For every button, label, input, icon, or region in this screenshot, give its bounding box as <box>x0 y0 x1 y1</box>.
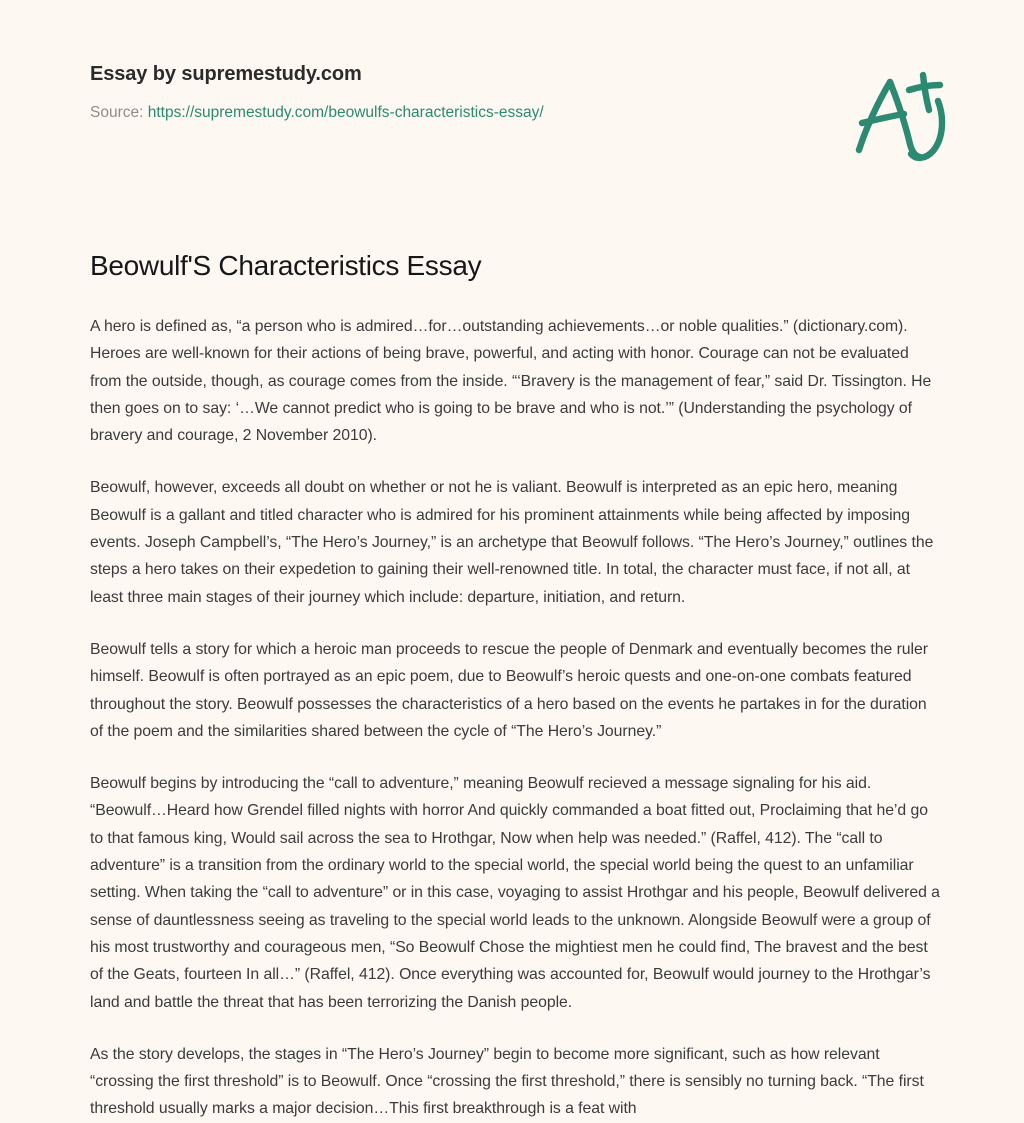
a-plus-logo-icon <box>848 66 952 170</box>
source-label: Source: <box>90 104 148 121</box>
paragraph: Beowulf begins by introducing the “call to adventure,” meaning Beowulf recieved a message signaling for his aid. “Beowulf…Heard how Grendel filled nights with horror And quickly commanded a boat fitted out, Proclaiming that he’d go to that famous king, Would sail across the sea to Hrothgar, Now when help was needed.” (Raffel, 412). The “call to adventure” is a transition from the ordinary world to the special world, the special world being the quest to an unfamiliar setting. When taking the “call to adventure” or in this case, voyaging to assist Hrothgar and his people, Beowulf delivered a sense of dauntlessness seeing as traveling to the special world leads to the unknown. Alongside Beowulf were a group of his most trustworthy and courageous men, “So Beowulf Chose the mightiest men he could find, The bravest and the best of the Geats, fourteen In all…” (Raffel, 412). Once everything was accounted for, Beowulf would journey to the Hrothgar’s land and battle the threat that has been terrorizing the Danish people. <box>90 775 940 1011</box>
page-header <box>90 62 790 123</box>
paragraph: As the story develops, the stages in “The Hero’s Journey” begin to become more significant, such as how relevant “crossing the first threshold” is to Beowulf. Once “crossing the first threshold,” there is sensibly no turning back. “The first threshold usually marks a major decision…This first breakthrough is a feat with <box>90 1045 924 1118</box>
source-row <box>90 103 790 123</box>
paragraph: Beowulf, however, exceeds all doubt on whether or not he is valiant. Beowulf is interpreted as an epic hero, meaning Beowulf is a gallant and titled character who is admired for his prominent attainments while being affected by imposing events. Joseph Campbell’s, “The Hero’s Journey,” is an archetype that Beowulf follows. “The Hero’s Journey,” outlines the steps a hero takes on their expedetion to gaining their well-renowned title. In total, the character must face, if not all, at least three main stages of their journey which include: departure, initiation, and return. <box>90 479 934 606</box>
article-body <box>90 313 942 1123</box>
paragraph: Beowulf tells a story for which a heroic man proceeds to rescue the people of Denmark and eventually becomes the ruler himself. Beowulf is often portrayed as an epic poem, due to Beowulf’s heroic quests and one-on-one combats featured throughout the story. Beowulf possesses the characteristics of a hero based on the events he partakes in for the duration of the poem and the similarities shared between the cycle of “The Hero’s Journey.” <box>90 640 928 740</box>
source-link[interactable]: https://supremestudy.com/beowulfs-characteristics-essay/ <box>147 104 544 121</box>
byline: Essay by supremestudy.com <box>90 63 362 85</box>
paragraph: A hero is defined as, “a person who is admired…for…outstanding achievements…or noble qualities.” (dictionary.com). Heroes are well-known for their actions of being brave, powerful, and acting with honor. Courage can not be evaluated from the outside, though, as courage comes from the inside. “‘Bravery is the management of fear,” said Dr. Tissington. He then goes on to say: ‘…We cannot predict who is going to be brave and who is not.’” (Understanding the psychology of bravery and courage, 2 November 2010). <box>90 318 932 445</box>
page-title: Beowulf'S Characteristics Essay <box>90 250 482 281</box>
a-plus-logo <box>848 66 952 170</box>
